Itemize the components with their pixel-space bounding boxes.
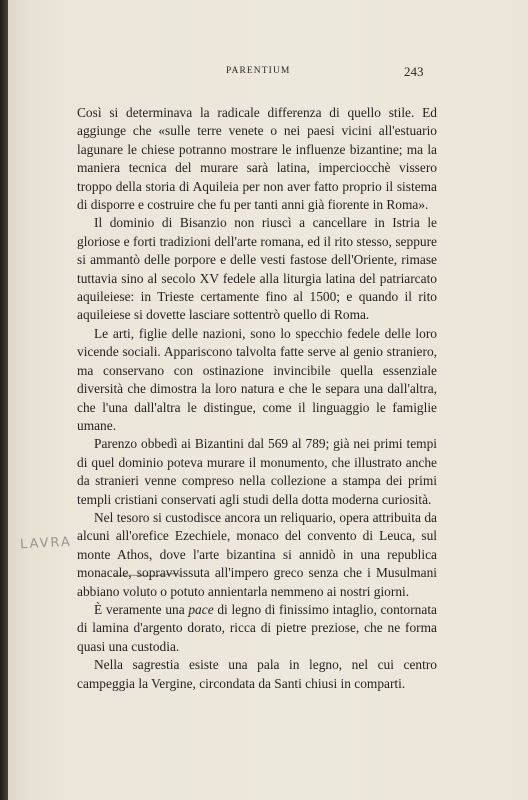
page-number: 243 — [404, 64, 424, 79]
paragraph-6-start: È veramente una — [94, 601, 189, 617]
paragraph-5: Nel tesoro si custodisce ancora un reliquario, opera attribuita da alcuni all'orefice Ezechiele, monaco del convento di Leuca, sul monte Athos, dove l'arte bizantina si annidò in una republica monacale, sopravvissuta all'impero greco senza che i Musulmani abbiano voluto o potuto annientarla nemmeno ai nostri giorni. — [77, 509, 437, 599]
paragraph-6-end: di legno di finissimo intaglio, contornata di lamina d'argento dorato, ricca di pietre preziose, che ne forma quasi una custodia. — [77, 601, 437, 654]
paragraph-6 — [77, 601, 437, 656]
book-spine-edge — [0, 0, 8, 800]
body-text — [77, 104, 437, 693]
paragraph-7: Nella sagrestia esiste una pala in legno, nel cui centro campeggia la Vergine, circondata da Santi chiusi in comparti. — [77, 657, 437, 691]
page-header — [0, 64, 528, 84]
paragraph-2: Il dominio di Bisanzio non riuscì a cancellare in Istria le gloriose e forti tradizioni dell'arte romana, ed il rito stesso, seppure si ammantò delle porpore e delle vesti fastose dell'Oriente, rimase tuttavia sino al secolo XV fedele alla liturgia latina del patriarcato aquileiese: in Trieste certamente fino al 1500; e quando il rito aquileiese si dovette lasciare sottentrò quello di Roma. — [77, 215, 437, 323]
paragraph-6-italic-term: pace — [188, 601, 214, 617]
running-head: PARENTIUM — [226, 66, 291, 76]
paragraph-4: Parenzo obbedì ai Bizantini dal 569 al 789; già nei primi tempi di quel dominio poteva murare il monumento, che illustrato anche da stranieri venne compreso nella collezione a stampa dei primi templi cristiani conservati agli studi della dotta moderna curiosità. — [77, 436, 437, 507]
handwritten-margin-note: LAVRA — [19, 534, 73, 553]
paragraph-3: Le arti, figlie delle nazioni, sono lo specchio fedele delle loro vicende sociali. Appariscono talvolta fatte serve al genio straniero, ma conservano con ostinazione invincibile quella essenziale diversità che dimostra la loro natura e che le separa una dall'altra, che l'una dall'altra le distingue, come il linguaggio le famiglie umane. — [77, 325, 437, 433]
paragraph-1: Così si determinava la radicale differenza di quello stile. Ed aggiunge che «sulle terre venete o nei paesi vicini all'estuario lagunare le chiese potranno mostrare le influenze bizantine; ma la maniera tecnica del murare sarà latina, imperciocchè vissero troppo della storia di Aquileia per non aver fatto proprio il sistema di disporre e costruire che fu per tanti anni già fiorente in Roma». — [77, 105, 437, 213]
